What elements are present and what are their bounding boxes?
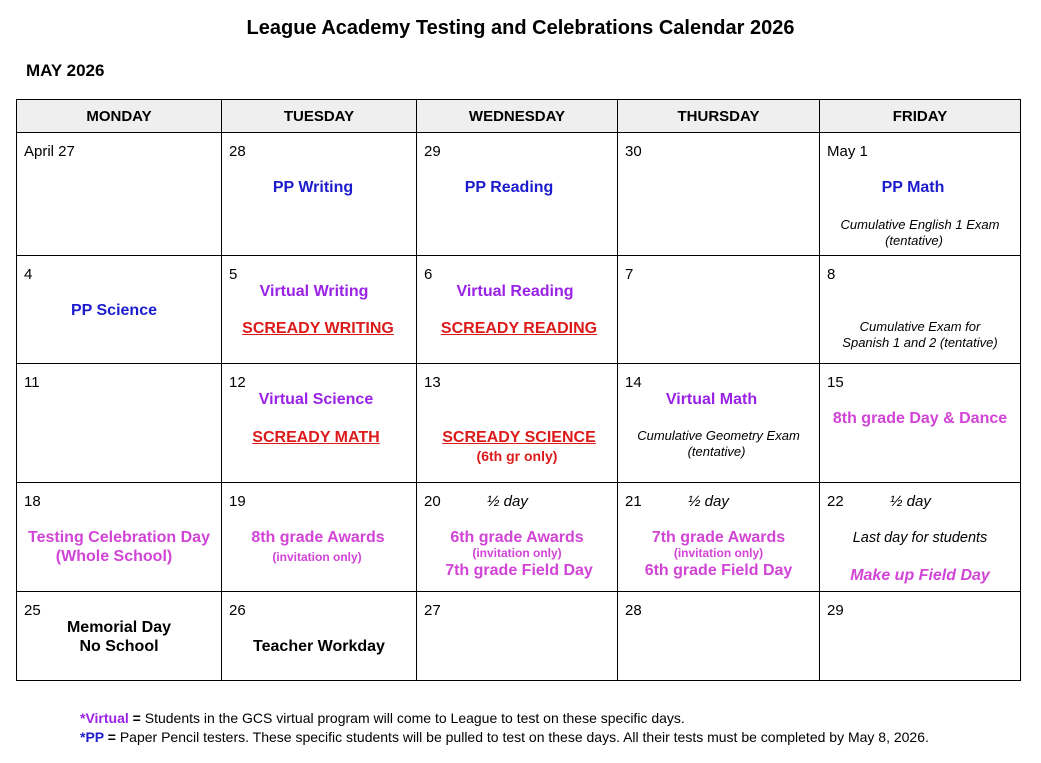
day-cell bbox=[17, 364, 222, 483]
header-wednesday: WEDNESDAY bbox=[417, 100, 618, 133]
header-thursday: THURSDAY bbox=[618, 100, 820, 133]
event-8th-grade-day: 8th grade Day & Dance bbox=[832, 410, 1008, 427]
day-cell bbox=[222, 483, 417, 592]
header-friday: FRIDAY bbox=[820, 100, 1021, 133]
event-scready-writing: SCREADY WRITING bbox=[242, 320, 394, 337]
calendar-table bbox=[16, 99, 1021, 681]
event-virtual-math: Virtual Math bbox=[665, 391, 758, 408]
day-cell bbox=[820, 592, 1021, 681]
event-virtual-writing: Virtual Writing bbox=[259, 283, 369, 300]
event-pp-reading: PP Reading bbox=[464, 179, 554, 196]
event-virtual-reading: Virtual Reading bbox=[456, 283, 574, 300]
event-note: Cumulative Exam for bbox=[859, 319, 981, 334]
week-row bbox=[17, 364, 1021, 483]
event-7th-grade-field-day: 7th grade Field Day bbox=[445, 562, 593, 579]
event-note: (tentative) bbox=[687, 444, 746, 459]
date-number: 13 bbox=[424, 374, 441, 391]
day-cell bbox=[17, 256, 222, 364]
weekday-header-row bbox=[17, 100, 1021, 133]
day-cell bbox=[618, 133, 820, 256]
day-cell bbox=[222, 364, 417, 483]
event-note: (invitation only) bbox=[673, 546, 764, 560]
day-cell bbox=[17, 592, 222, 681]
day-cell bbox=[820, 364, 1021, 483]
event-note: (invitation only) bbox=[472, 546, 562, 560]
header-monday: MONDAY bbox=[17, 100, 222, 133]
event-note: Spanish 1 and 2 (tentative) bbox=[842, 335, 998, 350]
date-number: 29 bbox=[424, 143, 441, 160]
event-pp-writing: PP Writing bbox=[272, 179, 354, 196]
date-number: 4 bbox=[24, 266, 33, 283]
event-scready-math: SCREADY MATH bbox=[252, 429, 380, 446]
day-cell bbox=[618, 256, 820, 364]
event-scready-science: SCREADY SCIENCE bbox=[442, 429, 596, 446]
day-cell bbox=[417, 256, 618, 364]
footnote-text: Students in the GCS virtual program will come to League to test on these specific days. bbox=[144, 710, 685, 726]
event-scready-reading: SCREADY READING bbox=[440, 320, 598, 337]
footnote-text: Paper Pencil testers. These specific students will be pulled to test on these days. All their tests must be completed by May 8, 2026. bbox=[119, 729, 929, 745]
event-6th-grade-field-day: 6th grade Field Day bbox=[644, 562, 793, 579]
footnote-key: *PP bbox=[80, 729, 104, 745]
date-number: 12 bbox=[229, 374, 246, 391]
event-virtual-science: Virtual Science bbox=[258, 391, 374, 408]
date-number: 22 bbox=[827, 493, 844, 510]
day-cell bbox=[820, 133, 1021, 256]
day-cell bbox=[417, 592, 618, 681]
date-number: 28 bbox=[625, 602, 642, 619]
date-number: 28 bbox=[229, 143, 246, 160]
day-cell bbox=[417, 483, 618, 592]
event-pp-math: PP Math bbox=[881, 179, 945, 196]
footnote-equals: = bbox=[103, 729, 120, 745]
date-number: 29 bbox=[827, 602, 844, 619]
event-make-up-field-day: Make up Field Day bbox=[850, 567, 990, 584]
day-cell bbox=[618, 592, 820, 681]
header-tuesday: TUESDAY bbox=[222, 100, 417, 133]
page-title: League Academy Testing and Celebrations Calendar 2026 bbox=[246, 17, 795, 39]
footnote-equals: = bbox=[128, 710, 145, 726]
footnote-pp bbox=[80, 729, 929, 745]
date-number: May 1 bbox=[827, 143, 868, 160]
date-number: 15 bbox=[827, 374, 844, 391]
event-6th-grade-awards: 6th grade Awards bbox=[450, 529, 584, 546]
date-number: 26 bbox=[229, 602, 246, 619]
event-7th-grade-awards: 7th grade Awards bbox=[651, 529, 786, 546]
week-row bbox=[17, 592, 1021, 681]
date-number: 25 bbox=[24, 602, 41, 619]
date-number: 7 bbox=[625, 266, 634, 283]
week-row bbox=[17, 483, 1021, 592]
day-cell bbox=[17, 133, 222, 256]
month-label: MAY 2026 bbox=[26, 61, 105, 80]
date-number: 11 bbox=[24, 374, 40, 391]
date-number: 18 bbox=[24, 493, 41, 510]
day-cell bbox=[618, 483, 820, 592]
event-note: (6th gr only) bbox=[476, 448, 558, 464]
date-number: 14 bbox=[625, 374, 642, 391]
event-pp-science: PP Science bbox=[71, 302, 157, 319]
date-number: April 27 bbox=[24, 143, 75, 160]
day-cell bbox=[417, 364, 618, 483]
day-cell bbox=[820, 483, 1021, 592]
event-teacher-workday: Teacher Workday bbox=[253, 638, 385, 655]
date-number: 21 bbox=[625, 493, 642, 510]
event-note: Cumulative English 1 Exam bbox=[840, 217, 1000, 232]
half-day-note: ½ day bbox=[487, 493, 528, 510]
event-memorial-day: Memorial Day bbox=[66, 619, 172, 636]
date-number: 20 bbox=[424, 493, 441, 510]
event-no-school: No School bbox=[79, 638, 159, 655]
footnote-key: *Virtual bbox=[80, 710, 129, 726]
date-number: 6 bbox=[424, 266, 433, 283]
event-note: (tentative) bbox=[885, 233, 943, 248]
week-row bbox=[17, 256, 1021, 364]
day-cell bbox=[820, 256, 1021, 364]
week-row bbox=[17, 133, 1021, 256]
day-cell bbox=[17, 483, 222, 592]
half-day-note: ½ day bbox=[890, 493, 931, 510]
date-number: 19 bbox=[229, 493, 246, 510]
event-note: (invitation only) bbox=[272, 550, 362, 564]
date-number: 5 bbox=[229, 266, 238, 283]
half-day-note: ½ day bbox=[688, 493, 729, 510]
footnote-virtual bbox=[80, 710, 685, 726]
event-last-day: Last day for students bbox=[852, 530, 988, 546]
date-number: 27 bbox=[424, 602, 441, 619]
day-cell bbox=[222, 133, 417, 256]
day-cell bbox=[618, 364, 820, 483]
date-number: 30 bbox=[625, 143, 642, 160]
event-8th-grade-awards: 8th grade Awards bbox=[251, 529, 385, 546]
event-note: (Whole School) bbox=[55, 548, 173, 565]
day-cell bbox=[417, 133, 618, 256]
event-testing-celebration: Testing Celebration Day bbox=[28, 529, 210, 546]
day-cell bbox=[222, 592, 417, 681]
event-note: Cumulative Geometry Exam bbox=[637, 428, 800, 443]
date-number: 8 bbox=[827, 266, 836, 283]
day-cell bbox=[222, 256, 417, 364]
